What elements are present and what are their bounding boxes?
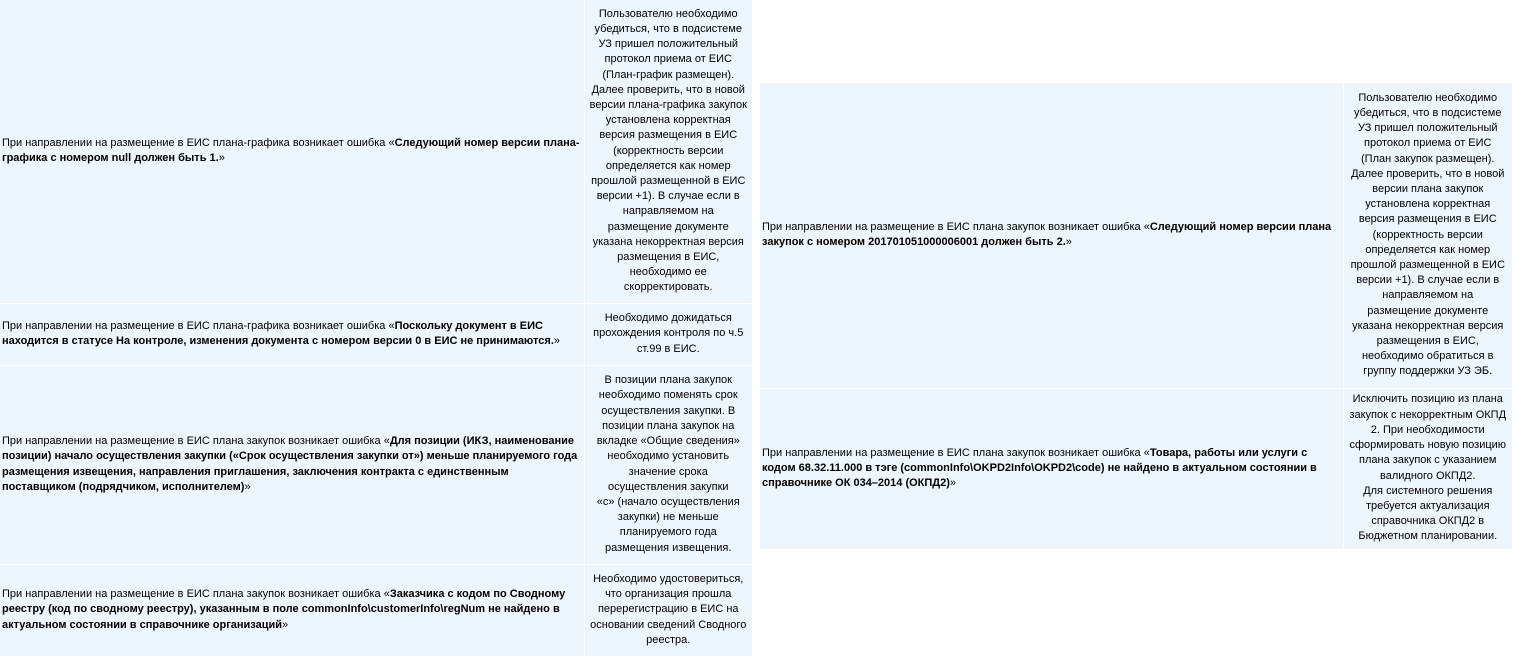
solution-line: (План закупок размещен). <box>1361 152 1495 165</box>
solution-line: справочника ОКПД2 в <box>1371 515 1485 528</box>
problem-cell <box>760 83 1343 388</box>
solution-line: осуществления закупки <box>607 480 729 493</box>
solution-line: что организация прошла <box>605 588 732 601</box>
problem-text: При направлении на размещение в ЕИС плана-графика возникает ошибка « <box>2 137 395 150</box>
solution-line: УЗ пришел положительный <box>598 38 739 51</box>
solution-line: версии плана-графика закупок <box>589 99 747 112</box>
solution-line: закупок с некорректным ОКПД <box>1349 408 1507 421</box>
solution-line: требуется актуализация <box>1365 499 1490 512</box>
solution-line: УЗ пришел положительный <box>1357 122 1498 135</box>
problem-text: При направлении на размещение в ЕИС плана закупок возникает ошибка « <box>2 435 390 448</box>
solution-line: Исключить позицию из плана <box>1352 393 1503 406</box>
solution-line: версии плана закупок <box>1372 183 1484 196</box>
solution-line: версия размещения в ЕИС <box>1358 213 1497 226</box>
solution-line: направляемом на <box>1382 289 1474 302</box>
solution-line: версии +1). В случае если в <box>596 190 740 203</box>
solution-line: размещение документе <box>1367 304 1489 317</box>
solution-cell <box>584 303 752 365</box>
solution-cell <box>584 564 752 656</box>
problem-text: При направлении на размещение в ЕИС плана закупок возникает ошибка « <box>2 588 390 601</box>
error-message: Поскольку документ в ЕИС находится в статусе На контроле, изменения документа с номером версии 0 в ЕИС не принимаются. <box>2 319 554 347</box>
problem-cell <box>0 303 584 365</box>
problem-cell <box>760 388 1343 549</box>
solution-line: закупки) не меньше <box>617 511 719 524</box>
problem-text-end: » <box>1065 236 1072 249</box>
solution-line: планируемого года <box>619 526 717 539</box>
solution-line: 2. При необходимости <box>1370 423 1485 436</box>
solution-line: размещение документе <box>607 220 729 233</box>
solution-line: основании сведений Сводного <box>590 618 747 631</box>
solution-line: вкладке «Общие сведения» <box>596 435 740 448</box>
solution-line: прошлой размещенной в ЕИС <box>1350 259 1505 272</box>
solution-line: плана закупок с указанием <box>1359 454 1497 467</box>
error-message: Товара, работы или услуги с кодом 68.32.11.000 в тэге (commonInfo\OKPD2Info\OKPD2\code) не найдено в актуальном состоянии в справочнике ОК 034–2014 (ОКПД2) <box>762 446 1317 490</box>
solution-line: прошлой размещенной в ЕИС <box>591 175 746 188</box>
solution-line: Для системного решения <box>1363 484 1493 497</box>
solution-line: указана некорректная версия <box>1352 319 1504 332</box>
solution-line: (План-график размещен). <box>602 68 735 81</box>
solution-line: версии +1). В случае если в <box>1356 274 1500 287</box>
problem-text: При направлении на размещение в ЕИС плана закупок возникает ошибка « <box>762 221 1150 234</box>
solution-line: протокол приема от ЕИС <box>1364 137 1492 150</box>
solution-line: ст.99 в ЕИС. <box>636 342 700 355</box>
solution-line: необходимо обратиться в <box>1361 350 1494 363</box>
problem-text-end: » <box>949 477 957 490</box>
table-row <box>0 0 752 303</box>
solution-cell <box>584 365 752 564</box>
solution-line: необходимо ее <box>629 266 707 279</box>
solution-line: необходимо поменять срок <box>598 389 738 402</box>
solution-line: «с» (начало осуществления <box>596 495 740 508</box>
solution-line: версия размещения в ЕИС <box>599 129 738 142</box>
solution-line: установлена корректная <box>1365 198 1491 211</box>
solution-line: прохождения контроля по ч.5 <box>593 327 744 340</box>
table-row <box>0 564 752 656</box>
solution-line: Необходимо удостовериться, <box>593 572 744 585</box>
solution-line: значение срока <box>628 465 708 478</box>
solution-line: Пользователю необходимо <box>1358 91 1498 104</box>
solution-line: Бюджетном планировании. <box>1358 530 1498 543</box>
solution-cell <box>584 0 752 303</box>
solution-line: группу поддержки УЗ ЭБ. <box>1363 365 1493 378</box>
problem-text-end: » <box>244 480 251 493</box>
error-table-left <box>0 0 752 657</box>
problem-text-end: » <box>282 618 289 631</box>
solution-line: Далее проверить, что в новой <box>1351 167 1505 180</box>
solution-line: указана некорректная версия <box>592 235 744 248</box>
solution-line: убедиться, что в подсистеме <box>594 23 742 36</box>
solution-line: В позиции плана закупок <box>604 374 732 387</box>
solution-line: (корректность версии <box>613 144 724 157</box>
solution-line: перерегистрацию в ЕИС на <box>597 603 739 616</box>
solution-line: скорректировать. <box>623 281 713 294</box>
solution-line: осуществления закупки. В <box>601 404 736 417</box>
problem-text: При направлении на размещение в ЕИС плана-графика возникает ошибка « <box>2 319 395 332</box>
error-message: Следующий номер версии плана закупок с номером 201701051000006001 должен быть 2. <box>762 221 1332 249</box>
error-message: Для позиции (ИКЗ, наименование позиции) начало осуществления закупки («Срок осуществления закупки от») меньше планируемого года размещения извещения, направления приглашения, заключения контракта с единственным поставщиком (подрядчиком, исполнителем) <box>2 435 578 493</box>
table-row <box>0 303 752 365</box>
error-table-right <box>760 83 1512 550</box>
problem-text-end: » <box>218 152 225 165</box>
solution-line: сформировать новую позицию <box>1349 439 1507 452</box>
solution-line: протокол приема от ЕИС <box>604 53 732 66</box>
solution-line: размещения извещения. <box>605 541 732 554</box>
table-row <box>760 388 1512 549</box>
solution-line: установлена корректная <box>605 114 731 127</box>
problem-cell <box>0 564 584 656</box>
solution-line: направляемом на <box>622 205 714 218</box>
error-message: Заказчика с кодом по Сводному реестру (код по сводному реестру), указанным в поле commonInfo\customerInfo\regNum не найдено в актуальном состоянии в справочнике организаций <box>2 588 566 631</box>
problem-cell <box>0 0 584 303</box>
solution-line: убедиться, что в подсистеме <box>1354 107 1502 120</box>
error-message: Следующий номер версии плана-графика с номером null должен быть 1. <box>2 137 580 165</box>
solution-line: определяется как номер <box>605 159 731 172</box>
solution-line: размещения в ЕИС, <box>1376 335 1479 348</box>
solution-line: валидного ОКПД2. <box>1380 469 1476 482</box>
solution-line: (корректность версии <box>1372 228 1483 241</box>
problem-cell <box>0 365 584 564</box>
solution-line: Необходимо дожидаться <box>604 312 732 325</box>
table-row <box>760 83 1512 388</box>
problem-text: При направлении на размещение в ЕИС плана закупок возникает ошибка « <box>762 446 1150 459</box>
solution-cell <box>1343 388 1512 549</box>
solution-line: реестра. <box>646 633 691 646</box>
solution-cell <box>1343 83 1512 388</box>
solution-line: необходимо установить <box>607 450 730 463</box>
solution-line: Пользователю необходимо <box>598 7 738 20</box>
solution-line: размещения в ЕИС, <box>617 251 720 264</box>
table-row <box>0 365 752 564</box>
solution-line: позиции плана закупок на <box>602 419 735 432</box>
solution-line: определяется как номер <box>1365 243 1491 256</box>
problem-text-end: » <box>553 335 561 347</box>
solution-line: Далее проверить, что в новой <box>591 83 745 96</box>
